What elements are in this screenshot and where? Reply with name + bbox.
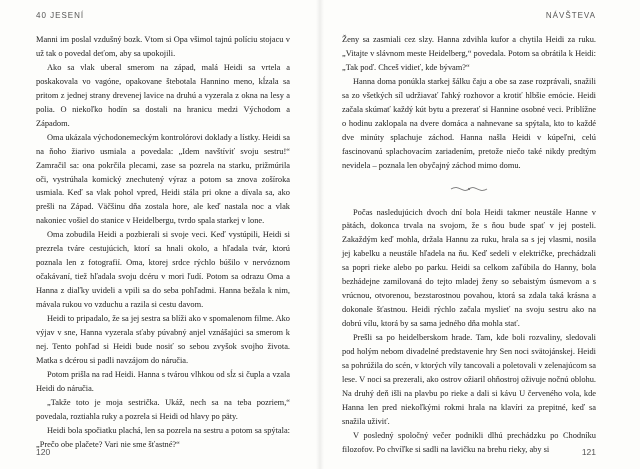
- right-page: [320, 0, 640, 469]
- paragraph: Heidi bola spočiatku plachá, len sa pozrela na sestru a potom sa spýtala: „Prečo obe plačete? Vari nie sme šťastné?“: [36, 425, 290, 449]
- left-page-text: [36, 33, 290, 452]
- running-head-right: NÁVŠTEVA: [545, 11, 596, 20]
- paragraph: Heidi to pripadalo, že sa jej sestra sa blíži ako v spomalenom filme. Ako výjav v sne, Hanna vyzerala sťaby púvabný anjel vznášajúci sa smerom k nej. Tento pohľad si Heidi bude nosiť so sebou zvyšok svojho života. Matka s dcérou si padli navzájom do náručia.: [36, 314, 290, 365]
- paragraph: Ženy sa zasmiali cez slzy. Hanna zdvihla kufor a chytila Heidi za ruku. „Vitajte v slávnom meste Heidelberg,“ povedala. Potom sa obrátila k Heidi: „Tak poď. Chceš vidieť, kde bývam?“: [342, 35, 596, 72]
- paragraph: Počas nasledujúcich dvoch dní bola Heidi takmer neustále Hanne v pätách, dokonca trvala na svojom, že s ňou bude spať v jej posteli. Zakaždým keď mohla, držala Hannu za ruku, hrala sa s jej vlasmi, nosila jej kabelku a neustále hľadela na ňu. Keď sedeli v električke, prechádzali sa popri rieke alebo po parku. Heidi sa celkom zaľúbila do Hanny, bola bezhádejne zamilovaná do tejto mladej ženy so sebaistým úsmevom a s vrúcnou, otvorenou, bezstarostnou povahou, ktorá sa zdala taká krásna a dokonale šťastnou. Heidi rýchlo začala myslieť na svoju sestru ako na dobrú vílu, ktorá by sa sama jedného dňa mohla stať.: [342, 207, 596, 329]
- paragraph: „Takže toto je moja sestrička. Ukáž, nech sa na teba pozriem,“ povedala, roztiahla ruky a pozrela si Heidi od hlavy po päty.: [36, 397, 290, 421]
- paragraph: V posledný spoločný večer podnikli dlhú prechádzku po Chodníku filozofov. Po chvíľke si sadli na lavičku na brehu rieky, aby si: [342, 430, 596, 454]
- paragraph: Hanna doma ponúkla starkej šálku čaju a obe sa zase rozprávali, snažili sa zo všetkých síl udržiavať ľahký rozhovor a krotiť hlbšie emócie. Heidi začala skúmať každý kút bytu a prezerať si Hannine osobné veci. Priblížne o hodinu zaklopala na dvere domáca a nahnevane sa spýtala, kto to každé dve minúty splachuje záchod. Hanna našla Heidi v kúpeľni, celú fascinovanú splachovacím zariadením, pretože niečo také nikdy predtým nevidela – poznala len obyčajný záchod mimo domu.: [342, 76, 596, 170]
- paragraph: Oma zobudila Heidi a pozbierali si svoje veci. Keď vystúpili, Heidi si prezrela tváre cestujúcich, ktorí sa hnali okolo, a hľadala tvár, ktorú poznala len z fotografií. Oma, ktorej srdce rýchlo búšilo v nervóznom očakávaní, tiež hľadala svoju dcéru v mori ľudí. Potom sa odrazu Oma a Hanna z diaľky uvideli a vpili sa do seba pohľadmi. Hanna bežala k nim, mávala rukou vo vzduchu a razila si cestu davom.: [36, 230, 290, 310]
- page-number-left: 120: [36, 447, 51, 457]
- page-number-right: 121: [581, 447, 596, 457]
- paragraph: Manni im poslal vzdušný bozk. Vtom si Opa všimol tajnú políciu stojacu v už tak o povedal deťom, aby sa upokojili.: [36, 35, 290, 58]
- paragraph: Potom prišla na rad Heidi. Hanna s tvárou vlhkou od sĺz si čupla a vzala Heidi do náručia.: [36, 369, 290, 393]
- section-break-ornament-icon: [342, 183, 596, 195]
- right-page-text: [342, 33, 596, 457]
- running-head-left: 40 JESENÍ: [36, 11, 85, 20]
- paragraph: Prešli sa po heidelberskom hrade. Tam, kde boli rozvaliny, sledovali pod holým nebom divadelné predstavenie hry Sen noci svätojánskej. Heidi sa pohrúžila do scén, v ktorých víly tancovali a poletovali v zelenajúcom sa lese. V noci sa prezerali, ako ostrov ožiaril ohňostroj oživuje nočnú oblohu. Na druhý deň išli na plavbu po rieke a dali si kávu U červeného vola, kde Hanna len pred niekoľkými rokmi hrala na klavíri za prepitné, keď sa snažila uživiť.: [342, 333, 596, 426]
- paragraph: Oma ukázala východonemeckým kontrolórovi doklady a lístky. Heidi sa na ňoho žiarivo usmiala a povedala: „Idem navštíviť svoju sestru!“ Zamračil sa: ona pokrčila plecami, zase sa pozrela na starku, prižmúrila oči, vystrúhala komický znechutený výraz a potom sa znova zošíroka usmiala. Keď sa vlak pohol vpred, Heidi stála pri okne a dívala sa, ako prešli na Západ. Väčšinu dňa zostala hore, ale keď nastala noc a vlak nakoniec vošiel do stanice v Heidelbergu, tvrdo spala starkej v lone.: [36, 132, 290, 226]
- paragraph: Ako sa vlak uberal smerom na západ, malá Heidi sa vrtela a poskakovala vo vagóne, opakovane štebotala Hannino meno, kĺzala sa pritom z jednej strany drevenej lavice na druhú a vyzerala z okna na lesy a polia. O niekoľko hodín sa dostali na hranicu medzi Východom a Západom.: [36, 62, 290, 128]
